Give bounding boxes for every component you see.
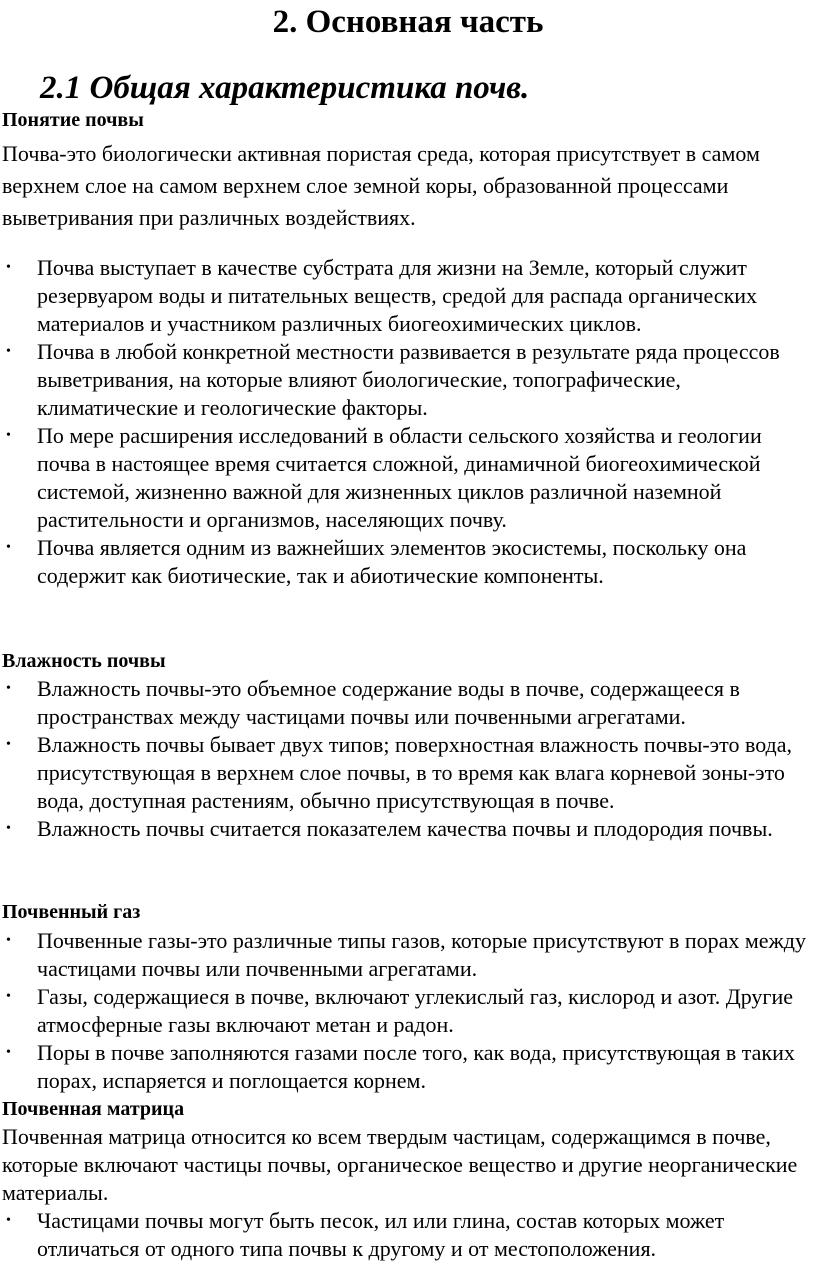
- list-item: • Влажность почвы считается показателем качества почвы и плодородия почвы.: [6, 816, 773, 841]
- bullet-icon: •: [6, 1213, 11, 1228]
- list-item: • Почва в любой конкретной местности развивается в результате ряда процессов выветривания, на которые влияют биологические, топографические, климатические и геологические факторы.: [6, 339, 780, 420]
- section-intro-concept: Почва-это биологически активная пористая среда, которая присутствует в самом верхнем слое на самом верхнем слое земной коры, образованной процессами выветривания при различных воздействиях.: [2, 141, 760, 230]
- list-item: • Газы, содержащиеся в почве, включают углекислый газ, кислород и азот. Другие атмосферные газы включают метан и радон.: [6, 984, 793, 1037]
- section-title-concept: Понятие почвы: [2, 109, 144, 131]
- list-item: • Почва выступает в качестве субстрата для жизни на Земле, который служит резервуаром воды и питательных веществ, средой для распада органических материалов и участником различных биогеохимических циклов.: [6, 255, 758, 336]
- bullet-icon: •: [6, 428, 11, 443]
- list-item: • Частицами почвы могут быть песок, ил или глина, состав которых может отличаться от одного типа почвы к другому и от местоположения.: [6, 1208, 725, 1261]
- bullet-icon: •: [6, 260, 11, 275]
- page-subheading: 2.1 Общая характеристика почв.: [40, 70, 530, 106]
- bullet-icon: •: [6, 344, 11, 359]
- bullet-list-concept: [0, 254, 816, 590]
- section-title-moisture: Влажность почвы: [2, 650, 166, 672]
- list-item: • Поры в почве заполняются газами после того, как вода, присутствующая в таких порах, испаряется и поглощается корнем.: [6, 1040, 795, 1093]
- list-item: • Почвенные газы-это различные типы газов, которые присутствуют в порах между частицами почвы или почвенными агрегатами.: [6, 928, 806, 981]
- bullet-icon: •: [6, 821, 11, 836]
- bullet-list-moisture: [0, 675, 816, 843]
- bullet-icon: •: [6, 1045, 11, 1060]
- bullet-icon: •: [6, 681, 11, 696]
- bullet-icon: •: [6, 540, 11, 555]
- bullet-list-gas: [0, 927, 816, 1095]
- page-heading: 2. Основная часть: [272, 4, 544, 40]
- section-intro-matrix: Почвенная матрица относится ко всем твердым частицам, содержащимся в почве, которые включают частицы почвы, органическое вещество и другие неорганические материалы.: [2, 1124, 798, 1205]
- bullet-icon: •: [6, 933, 11, 948]
- section-title-gas: Почвенный газ: [2, 901, 141, 923]
- list-item: • Влажность почвы бывает двух типов; поверхностная влажность почвы-это вода, присутствующая в верхнем слое почвы, в то время как влага корневой зоны-это вода, доступная растениям, обычно присутствующая в почве.: [6, 732, 793, 813]
- bullet-icon: •: [6, 737, 11, 752]
- list-item: • По мере расширения исследований в области сельского хозяйства и геологии почва в настоящее время считается сложной, динамичной биогеохимической системой, жизненно важной для жизненных циклов различной наземной растительности и организмов, населяющих почву.: [6, 423, 762, 532]
- list-item: • Влажность почвы-это объемное содержание воды в почве, содержащееся в пространствах между частицами почвы или почвенными агрегатами.: [6, 676, 740, 729]
- section-title-matrix: Почвенная матрица: [2, 1098, 185, 1120]
- bullet-list-matrix: [0, 1207, 816, 1263]
- bullet-icon: •: [6, 989, 11, 1004]
- list-item: • Почва является одним из важнейших элементов экосистемы, поскольку она содержит как биотические, так и абиотические компоненты.: [6, 535, 747, 588]
